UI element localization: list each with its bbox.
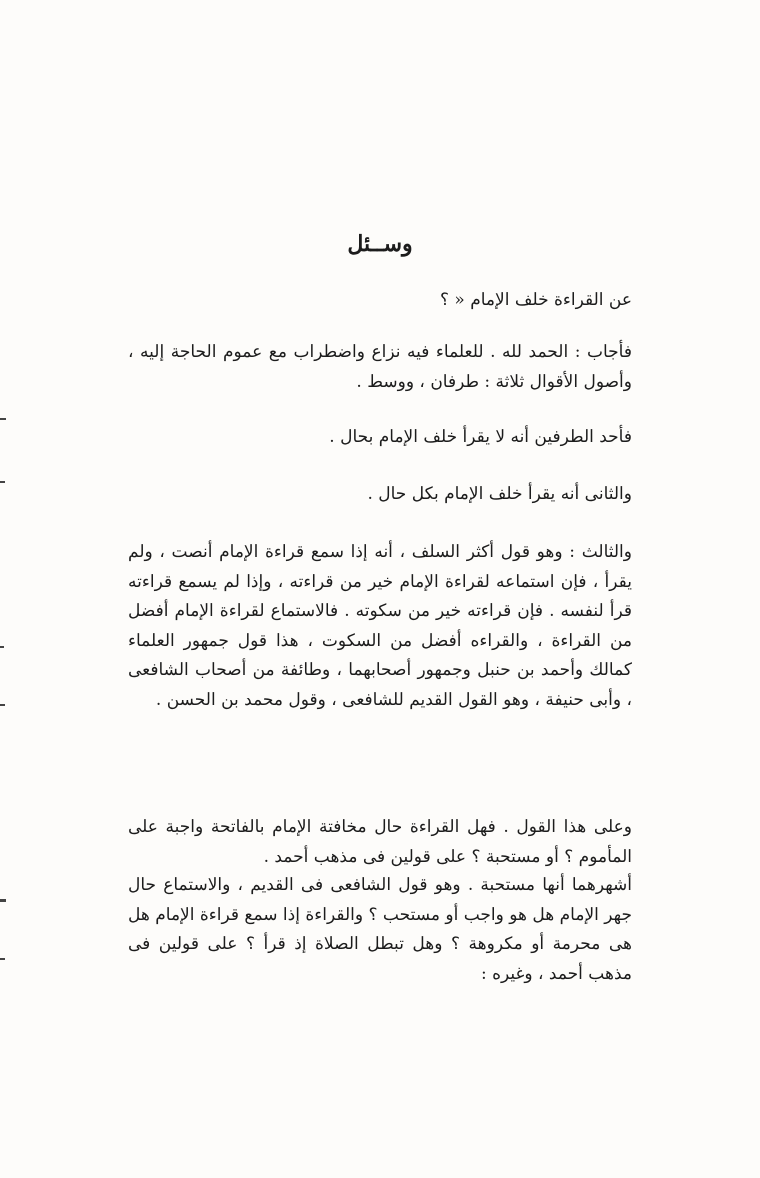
third-view-paragraph: والثالث : وهو قول أكثر السلف ، أنه إذا سمع قراءة الإمام أنصت ، ولم يقرأ ، فإن استماعه لقراءة الإمام خير من قراءته ، وإذا لم يسمع قراءته قرأ لنفسه . فإن قراءته خير من سكوته . فالاستماع لقراءة الإمام أفضل من القراءة ، والقراءه أفضل من السكوت ، هذا قول جمهور العلماء كمالك وأحمد بن حنبل وجمهور أصحابهما ، وطائفة من أصحاب الشافعى ، وأبى حنيفة ، وهو القول القديم للشافعى ، وقول محمد بن الحسن . — [128, 542, 632, 710]
margin-mark — [0, 418, 6, 420]
margin-mark — [0, 481, 5, 483]
margin-mark — [0, 704, 5, 706]
closing-paragraph: أشهرهما أنها مستحبة . وهو قول الشافعى فى القديم ، والاستماع حال جهر الإمام هل هو واجب أو مستحب ؟ والقراءة إذا سمع قراءة الإمام هل هى محرمة أو مكروهة ؟ وهل تبطل الصلاة إذ قرأ ؟ على قولين فى مذهب أحمد ، وغيره : — [128, 875, 632, 984]
question-paragraph: عن القراءة خلف الإمام « ؟ — [440, 290, 632, 310]
section-heading: وســئل — [347, 231, 413, 257]
follow-up-paragraph: وعلى هذا القول . فهل القراءة حال مخافتة الإمام بالفاتحة واجبة على المأموم ؟ أو مستحبة ؟ على قولين فى مذهب أحمد . — [128, 817, 632, 867]
second-view-paragraph: والثانى أنه يقرأ خلف الإمام بكل حال . — [367, 484, 632, 504]
first-view-paragraph: فأحد الطرفين أنه لا يقرأ خلف الإمام بحال . — [329, 427, 632, 447]
margin-mark — [0, 958, 5, 960]
margin-mark — [0, 646, 4, 648]
answer-paragraph: فأجاب : الحمد لله . للعلماء فيه نزاع واضطراب مع عموم الحاجة إليه ، وأصول الأقوال ثلاثة : طرفان ، ووسط . — [128, 342, 632, 392]
margin-mark — [0, 899, 6, 902]
